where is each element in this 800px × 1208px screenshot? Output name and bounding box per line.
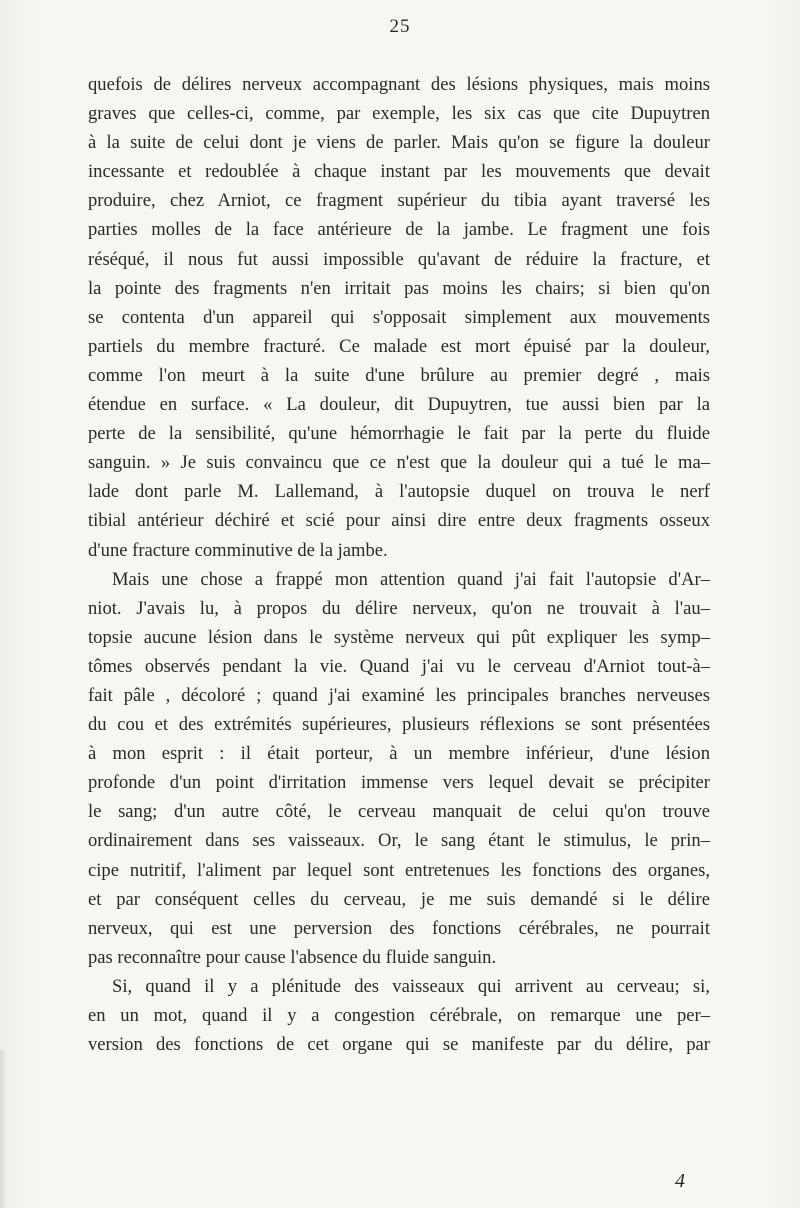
text-line: version des fonctions de cet organe qui se manifeste par du délire, par: [88, 1034, 710, 1056]
text-line: topsie aucune lésion dans le système nerveux qui pût expliquer les symp–: [88, 626, 710, 648]
text-line: à mon esprit : il était porteur, à un membre inférieur, d'une lésion: [88, 743, 710, 765]
text-line: quefois de délires nerveux accompagnant des lésions physiques, mais moins: [88, 74, 710, 95]
text-line: Si, quand il y a plénitude des vaisseaux qui arrivent au cerveau; si,: [112, 975, 710, 997]
text-line: ordinairement dans ses vaisseaux. Or, le sang étant le stimulus, le prin–: [88, 830, 710, 852]
text-line: profonde d'un point d'irritation immense vers lequel devait se précipiter: [88, 772, 710, 794]
text-line: d'une fracture comminutive de la jambe.: [88, 539, 388, 561]
text-line: parties molles de la face antérieure de la jambe. Le fragment une fois: [88, 219, 710, 241]
text-line: niot. J'avais lu, à propos du délire nerveux, qu'on ne trouvait à l'au–: [88, 597, 710, 619]
signature-mark: 4: [675, 1170, 685, 1192]
text-line: cipe nutritif, l'aliment par lequel sont entretenues les fonctions des organes,: [88, 859, 710, 881]
text-line: partiels du membre fracturé. Ce malade est mort épuisé par la douleur,: [88, 335, 710, 357]
binding-shadow: [0, 1050, 6, 1208]
text-line: produire, chez Arniot, ce fragment supérieur du tibia ayant traversé les: [88, 190, 710, 212]
text-line: incessante et redoublée à chaque instant par les mouvements que devait: [88, 161, 710, 183]
text-line: Mais une chose a frappé mon attention quand j'ai fait l'autopsie d'Ar–: [112, 568, 710, 590]
text-line: le sang; d'un autre côté, le cerveau manquait de celui qu'on trouve: [88, 801, 710, 823]
text-line: étendue en surface. « La douleur, dit Dupuytren, tue aussi bien par la: [88, 394, 710, 416]
text-line: se contenta d'un appareil qui s'opposait simplement aux mouvements: [88, 306, 710, 328]
text-line: lade dont parle M. Lallemand, à l'autopsie duquel on trouva le nerf: [88, 481, 710, 503]
text-line: graves que celles-ci, comme, par exemple, les six cas que cite Dupuytren: [88, 103, 710, 125]
text-line: du cou et des extrémités supérieures, plusieurs réflexions se sont présentées: [88, 714, 710, 736]
text-line: tibial antérieur déchiré et scié pour ainsi dire entre deux fragments osseux: [88, 510, 710, 532]
text-line: sanguin. » Je suis convaincu que ce n'est que la douleur qui a tué le ma–: [88, 452, 710, 474]
text-line: tômes observés pendant la vie. Quand j'ai vu le cerveau d'Arniot tout-à–: [88, 655, 710, 677]
body-text: [88, 70, 710, 1059]
page-number: 25: [389, 16, 411, 37]
text-line: perte de la sensibilité, qu'une hémorrhagie le fait par la perte du fluide: [88, 423, 710, 445]
text-line: à la suite de celui dont je viens de parler. Mais qu'on se figure la douleur: [88, 132, 710, 154]
text-line: réséqué, il nous fut aussi impossible qu'avant de réduire la fracture, et: [88, 248, 710, 270]
text-line: fait pâle , décoloré ; quand j'ai examiné les principales branches nerveuses: [88, 684, 710, 706]
text-line: nerveux, qui est une perversion des fonctions cérébrales, ne pourrait: [88, 917, 710, 939]
text-line: pas reconnaître pour cause l'absence du fluide sanguin.: [88, 946, 497, 968]
text-line: comme l'on meurt à la suite d'une brûlure au premier degré , mais: [88, 364, 710, 386]
text-line: la pointe des fragments n'en irritait pas moins les chairs; si bien qu'on: [88, 277, 710, 299]
text-line: et par conséquent celles du cerveau, je me suis demandé si le délire: [88, 888, 710, 910]
text-line: en un mot, quand il y a congestion cérébrale, on remarque une per–: [88, 1005, 710, 1026]
